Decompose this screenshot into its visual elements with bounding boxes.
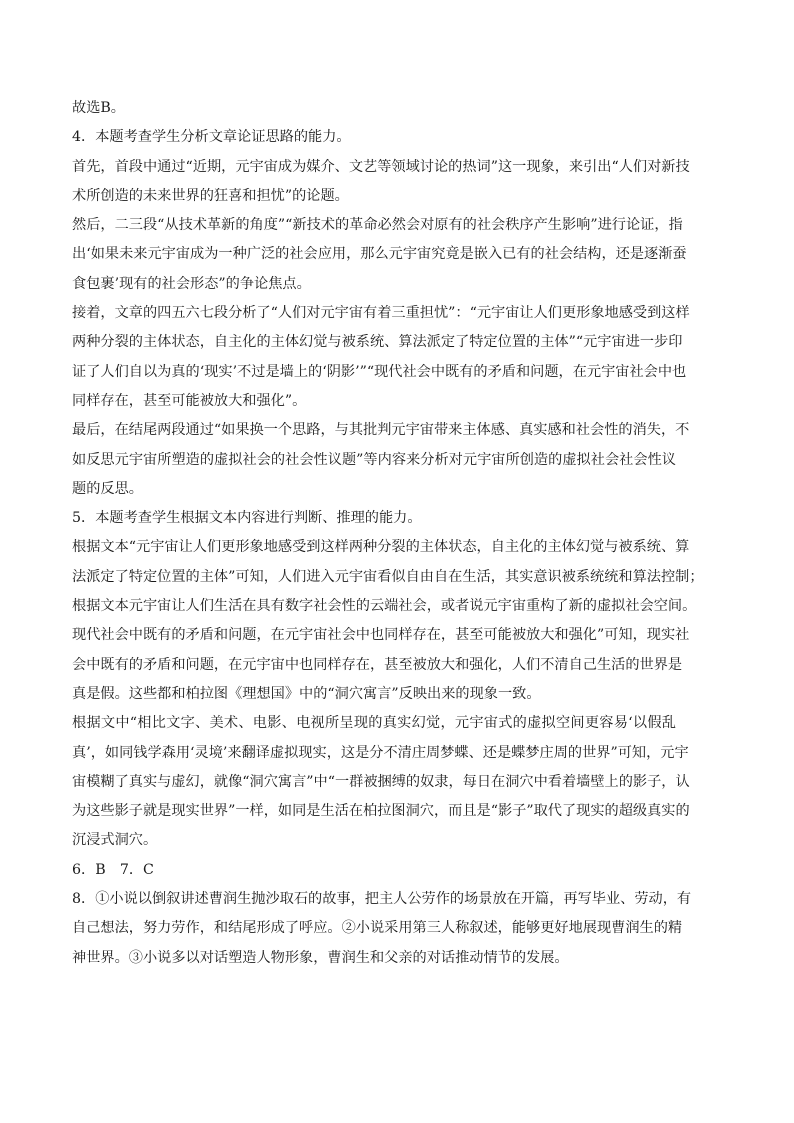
text-line: 如反思元宇宙所塑造的虚拟社会的社会性议题”等内容来分析对元宇宙所创造的虚拟社会社会性议 [72, 451, 676, 468]
text-line: 证了人们自以为真的‘现实’不过是墙上的‘阴影’”“现代社会中既有的矛盾和问题，在元宇宙社会中也 [72, 363, 687, 380]
text-line: 8．①小说以倒叙讲述曹润生抛沙取石的故事，把主人公劳作的场景放在开篇，再写毕业、劳动，有 [72, 891, 692, 908]
answer-line: 6．B 7．C [72, 861, 154, 878]
text-line: 神世界。③小说多以对话塑造人物形象，曹润生和父亲的对话推动情节的发展。 [72, 949, 569, 966]
text-line: 真’，如同钱学森用‘灵境’来翻译虚拟现实，这是分不清庄周梦蝶、还是蝶梦庄周的世界”可知，元宇 [72, 744, 689, 761]
text-line: 根据文本“元宇宙让人们更形象地感受到这样两种分裂的主体状态，自主化的主体幻觉与被系统、算 [72, 539, 690, 556]
question-heading: 4．本题考查学生分析文章论证思路的能力。 [72, 129, 351, 146]
text-line: 会中既有的矛盾和问题，在元宇宙中也同样存在，甚至被放大和强化，人们不清自己生活的世界是 [72, 656, 683, 673]
text-line: 出‘如果未来元宇宙成为一种广泛的社会应用，那么元宇宙究竟是嵌入已有的社会结构，还是逐渐蚕 [72, 246, 687, 263]
text-line: 最后，在结尾两段通过“如果换一个思路，与其批判元宇宙带来主体感、真实感和社会性的消失，不 [72, 422, 690, 439]
text-line: 然后，二三段“从技术革新的角度”“新技术的革命必然会对原有的社会秩序产生影响”进行论证，指 [72, 217, 683, 234]
text-line: 宙模糊了真实与虚幻，就像“洞穴寓言”中“一群被捆缚的奴隶，每日在洞穴中看着墙壁上的影子，认 [72, 773, 690, 790]
text-line: 首先，首段中通过“近期，元宇宙成为媒介、文艺等领域讨论的热词”这一现象，来引出“人们对新技 [72, 158, 690, 175]
text-line: 沉浸式洞穴。 [72, 832, 158, 849]
text-line: 同样存在，甚至可能被放大和强化”。 [72, 392, 307, 409]
text-line: 术所创造的未来世界的狂喜和担忧”的论题。 [72, 187, 349, 204]
text-line: 题的反思。 [72, 480, 143, 497]
text-line: 食包裹’现有的社会形态”的争论焦点。 [72, 275, 311, 292]
text-line: 现代社会中既有的矛盾和问题，在元宇宙社会中也同样存在，甚至可能被放大和强化”可知，现实社 [72, 627, 690, 644]
question-heading: 5．本题考查学生根据文本内容进行判断、推理的能力。 [72, 510, 422, 527]
text-line: 法派定了特定位置的主体”可知，人们进入元宇宙看似自由自在生活，其实意识被系统统和算法控制； [72, 568, 704, 585]
text-line: 根据文本元宇宙让人们生活在具有数字社会性的云端社会，或者说元宇宙重构了新的虚拟社会空间。 [72, 598, 697, 615]
text-line: 为这些影子就是现实世界”一样，如同是生活在柏拉图洞穴，而且是“影子”取代了现实的超级真实的 [72, 803, 690, 820]
text-line: 真是假。这些都和柏拉图《理想国》中的“洞穴寓言”反映出来的现象一致。 [72, 685, 541, 702]
text-line: 接着，文章的四五六七段分析了“人们对元宇宙有着三重担忧”：“元宇宙让人们更形象地感受到这样 [72, 305, 690, 322]
text-line: 自己想法，努力劳作，和结尾形成了呼应。②小说采用第三人称叙述，能够更好地展现曹润生的精 [72, 920, 683, 937]
text-line: 两种分裂的主体状态，自主化的主体幻觉与被系统、算法派定了特定位置的主体”“元宇宙进一步印 [72, 334, 683, 351]
text-line: 根据文中“相比文字、美术、电影、电视所呈现的真实幻觉，元宇宙式的虚拟空间更容易‘以假乱 [72, 715, 676, 732]
text-line: 故选B。 [72, 100, 125, 116]
